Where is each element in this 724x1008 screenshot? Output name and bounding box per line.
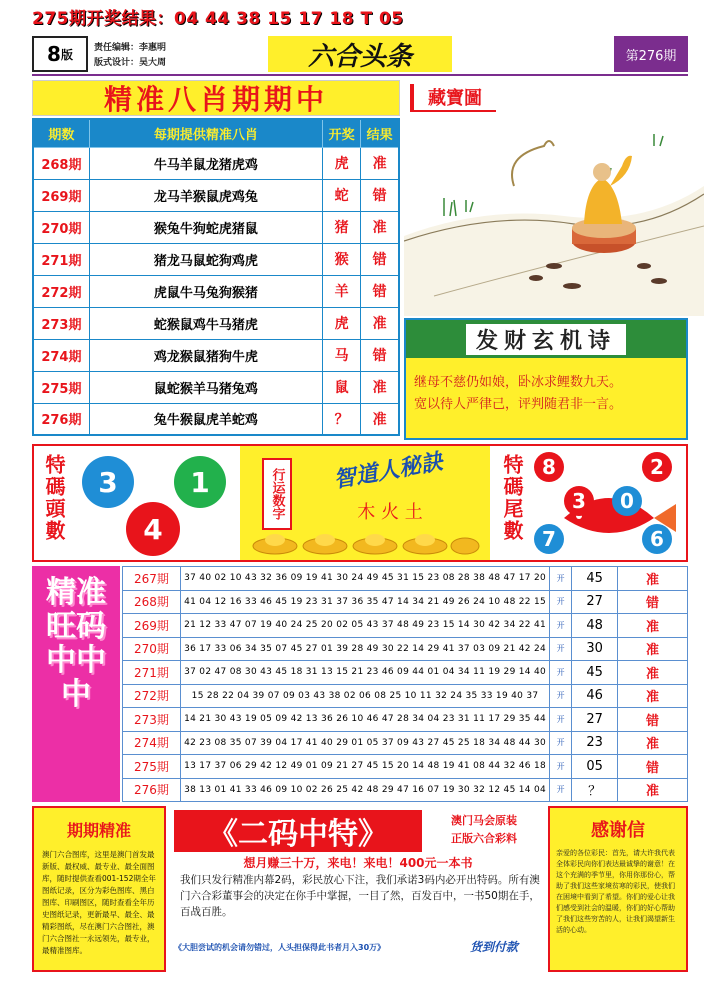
draw-label-cell: 开 <box>550 614 572 638</box>
zodiac-cell: 猴兔牛狗蛇虎猪鼠 <box>89 211 322 243</box>
result-cell: 准 <box>618 731 688 755</box>
special-number-cell: 23 <box>572 731 618 755</box>
numbers-cell: 36 17 33 06 34 35 07 45 27 01 39 28 49 30 22 14 29 41 37 03 09 21 42 24 <box>180 637 549 661</box>
zodiac-cell: 鸡龙猴鼠猪狗牛虎 <box>89 339 322 371</box>
head-ball-2: 1 <box>174 456 226 508</box>
issue-cell: 267期 <box>123 567 181 591</box>
issue-cell: 269期 <box>33 179 89 211</box>
issue-cell: 275期 <box>123 755 181 779</box>
issue-cell: 274期 <box>123 731 181 755</box>
table-header-row <box>33 119 399 147</box>
draw-label-cell: 开 <box>550 637 572 661</box>
poem-line: 继母不慈仍如娘，卧冰求鲤数九天。 <box>414 375 623 390</box>
credit-designer: 版式设计：吴大周 <box>94 58 167 68</box>
column-header: 期数 <box>33 119 89 147</box>
table-row <box>33 307 399 339</box>
table-row <box>33 179 399 211</box>
special-number-cell: 27 <box>572 590 618 614</box>
special-number-cell: 45 <box>572 661 618 685</box>
result-cell: 准 <box>618 614 688 638</box>
issue-cell: 271期 <box>33 243 89 275</box>
result-cell: 准 <box>618 684 688 708</box>
issue-cell: 268期 <box>123 590 181 614</box>
result-cell: 错 <box>618 708 688 732</box>
result-cell: 准 <box>618 567 688 591</box>
result-cell: 准 <box>361 307 399 339</box>
table-row <box>33 147 399 179</box>
poem-title-bar <box>406 320 686 358</box>
draw-cell: 猴 <box>323 243 361 275</box>
special-number-cell: 30 <box>572 637 618 661</box>
credit-editor: 责任编辑：李惠明 <box>94 43 167 53</box>
table-row <box>123 708 688 732</box>
special-number-cell: 46 <box>572 684 618 708</box>
section-title-eight-zodiac: 精准八肖期期中 <box>32 80 400 116</box>
draw-label-cell: 开 <box>550 755 572 779</box>
secret-title: 智道人秘訣 <box>331 449 445 494</box>
table-row <box>123 590 688 614</box>
cash-on-delivery-label: 货到付款 <box>470 940 519 954</box>
ad-footer-text: 《大胆尝试的机会请勿错过，人头担保得此书者月入30万》 <box>174 943 386 952</box>
result-cell: 准 <box>361 211 399 243</box>
monk-on-drum-illustration <box>404 116 704 316</box>
table-row <box>33 243 399 275</box>
head-digit-label: 特碼頭數 <box>42 454 66 542</box>
lucky-codes-label-panel <box>32 566 120 802</box>
tail-ball-4: 0 <box>612 486 642 516</box>
special-number-cell: 48 <box>572 614 618 638</box>
gold-ingots-icon <box>250 524 480 558</box>
zodiac-cell: 虎鼠牛马兔狗猴猪 <box>89 275 322 307</box>
five-elements-text: 木 火 土 <box>357 502 423 523</box>
result-cell: 错 <box>618 590 688 614</box>
head-ball-3: 4 <box>126 502 180 556</box>
issue-cell: 273期 <box>33 307 89 339</box>
ad-body-text: 我们只发行精准内幕2码，彩民放心下注，我们承诺3码内必开出特码。所有澳门六合彩董事会的决定在你手中掌握，一目了然，百发百中，一书50期在手，百战百胜。 <box>180 874 540 918</box>
draw-cell: 羊 <box>323 275 361 307</box>
tail-ball-2: 2 <box>642 452 672 482</box>
issue-cell: 271期 <box>123 661 181 685</box>
ad-slogan: 想月赚三十万，来电！来电！400元一本书 <box>243 856 473 870</box>
tail-ball-1: 8 <box>534 452 564 482</box>
draw-label-cell: 开 <box>550 731 572 755</box>
gallery-ad-box <box>32 806 166 972</box>
numbers-cell: 37 40 02 10 43 32 36 09 19 41 30 24 49 45 31 15 23 08 28 38 48 47 17 20 <box>180 567 549 591</box>
gallery-ad-text: 澳门六合图库，这里是澳门首发最新版、最权威、最专业、最全面图库，随时提供查看001-152期全年图纸记录，区分为彩色图库、黑白图库、印刷图区，随时查看全年历史图纸记录，更新最早、最全、最精彩图纸，尽在澳门六合图社，澳门六合图社一永远领先，最专业，最精准图库。 <box>42 850 156 955</box>
issue-cell: 272期 <box>33 275 89 307</box>
result-cell: 准 <box>618 661 688 685</box>
special-code-section <box>32 444 688 562</box>
lucky-codes-label: 精准旺码中中中 <box>46 575 106 712</box>
numbers-cell: 14 21 30 43 19 05 09 42 13 36 26 10 46 47 28 34 04 23 31 11 17 29 35 44 <box>180 708 549 732</box>
result-cell: 错 <box>361 275 399 307</box>
issue-cell: 276期 <box>33 403 89 435</box>
lucky-codes-table <box>122 566 688 802</box>
draw-cell: 鼠 <box>323 371 361 403</box>
draw-cell: 虎 <box>323 147 361 179</box>
column-header: 每期提供精准八肖 <box>89 119 322 147</box>
head-ball-1: 3 <box>82 456 134 508</box>
issue-badge: 第276期 <box>614 36 688 72</box>
zodiac-cell: 鼠蛇猴羊马猪兔鸡 <box>89 371 322 403</box>
numbers-cell: 21 12 33 47 07 19 40 24 25 20 02 05 43 37 48 49 23 15 14 30 42 34 22 41 <box>180 614 549 638</box>
edition-number <box>32 36 88 72</box>
numbers-cell: 15 28 22 04 39 07 09 03 43 38 02 06 08 25 10 11 32 24 35 33 19 40 37 <box>180 684 549 708</box>
zodiac-cell: 猪龙马鼠蛇狗鸡虎 <box>89 243 322 275</box>
issue-cell: 274期 <box>33 339 89 371</box>
special-number-cell: 05 <box>572 755 618 779</box>
draw-label-cell: 开 <box>550 684 572 708</box>
result-cell: 准 <box>361 403 399 435</box>
column-header: 开奖 <box>323 119 361 147</box>
draw-label-cell: 开 <box>550 661 572 685</box>
luck-number-label: 行运数字 <box>262 458 292 530</box>
table-row <box>123 567 688 591</box>
fortune-poem-box <box>404 318 688 440</box>
tail-ball-5: 7 <box>534 524 564 554</box>
issue-cell: 275期 <box>33 371 89 403</box>
draw-label-cell: 开 <box>550 567 572 591</box>
zodiac-cell: 兔牛猴鼠虎羊蛇鸡 <box>89 403 322 435</box>
tail-ball-3: 3 <box>564 486 594 516</box>
table-row <box>33 339 399 371</box>
issue-cell: 273期 <box>123 708 181 732</box>
zodiac-cell: 牛马羊鼠龙猪虎鸡 <box>89 147 322 179</box>
header-divider <box>32 74 688 76</box>
thank-you-letter-box <box>548 806 688 972</box>
ad-side-line-2: 正版六合彩料 <box>451 832 517 845</box>
issue-cell: 272期 <box>123 684 181 708</box>
draw-cell: 猪 <box>323 211 361 243</box>
numbers-cell: 42 23 08 35 07 39 04 17 41 40 29 01 05 37 09 43 27 45 25 18 34 48 44 30 <box>180 731 549 755</box>
numbers-cell: 13 17 37 06 29 42 12 49 01 09 21 27 45 15 20 14 48 19 41 08 44 32 46 18 <box>180 755 549 779</box>
draw-cell: 虎 <box>323 307 361 339</box>
draw-result-banner: 275期开奖结果：04 44 38 15 17 18 T 05 <box>32 9 404 29</box>
table-row <box>33 275 399 307</box>
result-cell: 错 <box>361 243 399 275</box>
issue-cell: 270期 <box>123 637 181 661</box>
masthead-title: 六合头条 <box>268 36 452 72</box>
poem-text <box>414 372 684 416</box>
ad-side-line-1: 澳门马会原装 <box>451 814 517 827</box>
table-row <box>123 731 688 755</box>
poem-line: 宽以待人严律己，评判随君非一言。 <box>414 397 623 412</box>
numbers-cell: 41 04 12 16 33 46 45 19 23 31 37 36 35 47 14 34 21 49 26 24 10 48 22 15 <box>180 590 549 614</box>
table-row <box>123 778 688 802</box>
numbers-cell: 37 02 47 08 30 43 45 18 31 13 15 21 23 46 09 44 01 04 34 11 19 29 14 40 <box>180 661 549 685</box>
numbers-cell: 38 13 01 41 33 46 09 10 02 26 25 42 48 29 47 16 07 19 30 32 12 45 14 04 <box>180 778 549 802</box>
thank-you-text: 亲爱的各位彩民：首先，请大许我代表全体彩民向你们表达最诚挚的谢意！在这个充满的季节里，你用你那份心，帮助了我们这些家境贫寒的彩民，使我们在困境中看到了希望。你们的爱心让我们感受到社会的温暖，你们的好心帮助了我们这些穷苦的人，让我们渴望新生活的心动。 <box>556 849 675 934</box>
two-code-ad <box>170 806 542 972</box>
result-cell: 准 <box>361 147 399 179</box>
table-row <box>33 371 399 403</box>
draw-cell: 蛇 <box>323 179 361 211</box>
result-cell: 错 <box>618 755 688 779</box>
draw-label-cell: 开 <box>550 778 572 802</box>
draw-label-cell: 开 <box>550 708 572 732</box>
special-number-cell: 27 <box>572 708 618 732</box>
column-header: 结果 <box>361 119 399 147</box>
issue-cell: 268期 <box>33 147 89 179</box>
result-cell: 错 <box>361 179 399 211</box>
table-row <box>123 755 688 779</box>
result-cell: 错 <box>361 339 399 371</box>
tail-ball-6: 6 <box>642 524 672 554</box>
edition-unit: 版 <box>60 47 73 62</box>
table-row <box>123 637 688 661</box>
draw-cell: 马 <box>323 339 361 371</box>
table-row <box>123 684 688 708</box>
zodiac-cell: 蛇猴鼠鸡牛马猪虎 <box>89 307 322 339</box>
result-cell: 准 <box>361 371 399 403</box>
thank-you-title: 感谢信 <box>591 820 645 841</box>
issue-cell: 269期 <box>123 614 181 638</box>
draw-cell: ？ <box>323 403 361 435</box>
result-cell: 准 <box>618 637 688 661</box>
special-number-cell: ？ <box>572 778 618 802</box>
table-row <box>123 614 688 638</box>
gallery-ad-title: 期期精准 <box>66 821 131 840</box>
treasure-map-label: 藏寶圖 <box>410 84 496 112</box>
result-cell: 准 <box>618 778 688 802</box>
two-code-title: 《二码中特》 <box>174 810 422 852</box>
issue-cell: 276期 <box>123 778 181 802</box>
table-row <box>123 661 688 685</box>
draw-label-cell: 开 <box>550 590 572 614</box>
edition-number-value: 8 <box>47 42 61 66</box>
poem-title: 发财玄机诗 <box>466 324 626 355</box>
special-number-cell: 45 <box>572 567 618 591</box>
issue-cell: 270期 <box>33 211 89 243</box>
table-row <box>33 211 399 243</box>
eight-zodiac-table <box>32 118 400 436</box>
zodiac-cell: 龙马羊猴鼠虎鸡兔 <box>89 179 322 211</box>
tail-digit-label: 特碼尾數 <box>500 454 524 542</box>
table-row <box>33 403 399 435</box>
luck-number-panel <box>240 446 490 560</box>
